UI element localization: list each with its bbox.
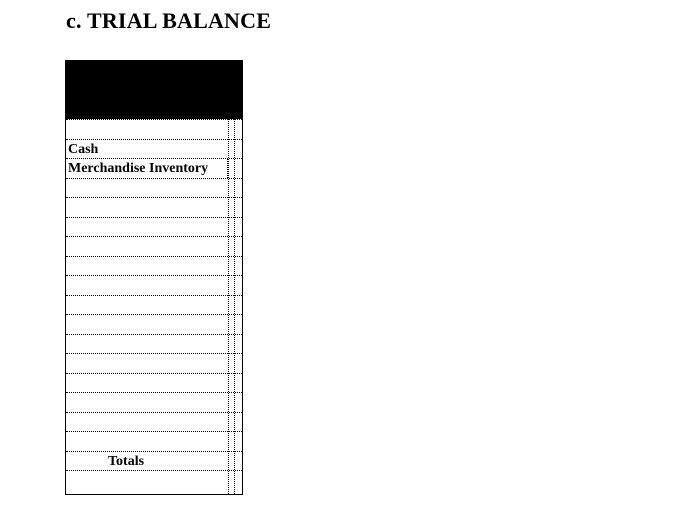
account-name-cell[interactable] — [68, 335, 228, 354]
table-row — [66, 373, 242, 393]
table-row — [66, 353, 242, 373]
totals-row — [66, 451, 242, 471]
account-name-cell[interactable] — [68, 354, 228, 373]
account-name-cell[interactable] — [68, 432, 228, 451]
account-name-cell[interactable] — [68, 120, 228, 139]
account-name-cell[interactable] — [68, 471, 228, 490]
account-name-cell[interactable] — [68, 198, 228, 217]
table-row — [66, 275, 242, 295]
account-name-cell[interactable] — [68, 237, 228, 256]
totals-label: Totals — [108, 453, 145, 469]
table-row — [66, 314, 242, 334]
table-row — [66, 295, 242, 315]
table-header-block — [65, 60, 243, 119]
account-name-cell[interactable] — [68, 276, 228, 295]
table-row — [66, 217, 242, 237]
table-row — [66, 236, 242, 256]
table-row — [66, 256, 242, 276]
table-row — [66, 431, 242, 451]
trial-balance-table — [65, 60, 243, 495]
table-row — [66, 334, 242, 354]
table-row — [66, 178, 242, 198]
table-row — [66, 197, 242, 217]
page-title: c. TRIAL BALANCE — [66, 8, 272, 33]
table-row — [66, 412, 242, 432]
account-name-cell[interactable] — [68, 315, 228, 334]
table-row — [66, 139, 242, 159]
account-name-cell[interactable] — [68, 296, 228, 315]
table-row — [66, 470, 242, 490]
table-row — [66, 392, 242, 412]
account-name-cell[interactable] — [68, 413, 228, 432]
account-name-cell[interactable]: Cash — [68, 141, 99, 157]
account-name-cell[interactable] — [68, 374, 228, 393]
account-name-cell[interactable]: Merchandise Inventory — [68, 159, 228, 178]
table-rows — [66, 119, 242, 490]
account-name-cell[interactable] — [68, 393, 228, 412]
account-name-cell[interactable] — [68, 179, 228, 198]
account-name-cell[interactable] — [68, 218, 228, 237]
table-row — [66, 119, 242, 139]
table-row — [66, 158, 242, 178]
account-name-cell[interactable] — [68, 257, 228, 276]
